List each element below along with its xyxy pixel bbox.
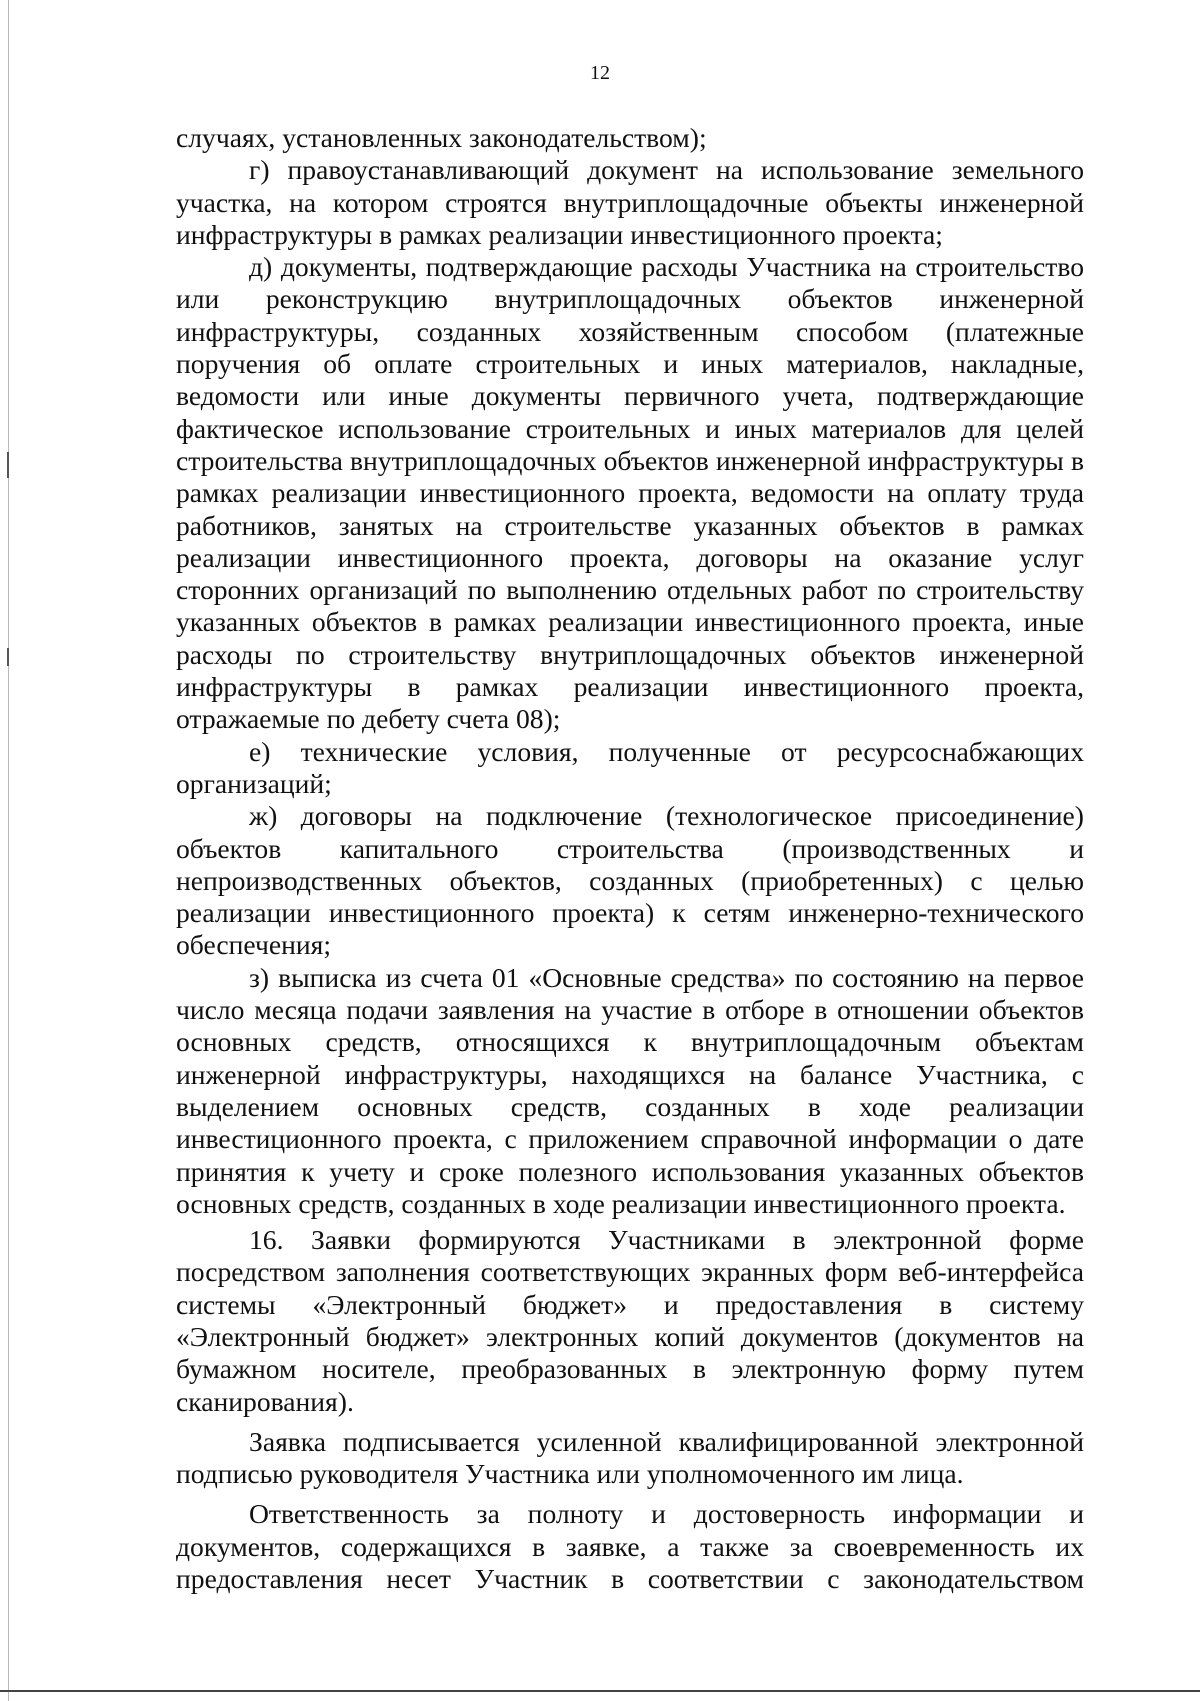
paragraph-item-g: г) правоустанавливающий документ на использование земельного участка, на котором строятся внутриплощадочные объекты инженерной инфраструктуры в рамках реализации инвестиционного проекта; <box>176 154 1084 250</box>
paragraph-item-d: д) документы, подтверждающие расходы Участника на строительство или реконструкцию внутриплощадочных объектов инженерной инфраструктуры, созданных хозяйственным способом (платежные поручения об оплате строительных и иных материалов, накладные, ведомости или иные документы первичного учета, подтверждающие фактическое использование строительных и иных материалов для целей строительства внутриплощадочных объектов инженерной инфраструктуры в рамках реализации инвестиционного проекта, ведомости на оплату труда работников, занятых на строительстве указанных объектов в рамках реализации инвестиционного проекта, договоры на оказание услуг сторонних организаций по выполнению отдельных работ по строительству указанных объектов в рамках реализации инвестиционного проекта, иные расходы по строительству внутриплощадочных объектов инженерной инфраструктуры в рамках реализации инвестиционного проекта, отражаемые по дебету счета 08); <box>176 251 1084 735</box>
scan-artifact <box>7 648 9 666</box>
document-body <box>176 122 1084 1595</box>
page-number: 12 <box>590 62 610 84</box>
paragraph-responsibility: Ответственность за полноту и достоверность информации и документов, содержащихся в заявке, а также за своевременность их предоставления несет Участник в соответствии с законодательством <box>176 1498 1084 1595</box>
paragraph-item-z: з) выписка из счета 01 «Основные средства» по состоянию на первое число месяца подачи заявления на участие в отборе в отношении объектов основных средств, относящихся к внутриплощадочным объектам инженерной инфраструктуры, находящихся на балансе Участника, с выделением основных средств, созданных в ходе реализации инвестиционного проекта, с приложением справочной информации о дате принятия к учету и сроке полезного использования указанных объектов основных средств, созданных в ходе реализации инвестиционного проекта. <box>176 961 1084 1219</box>
paragraph-continuation: случаях, установленных законодательством); <box>176 122 707 153</box>
scan-edge-left <box>8 0 9 1701</box>
paragraph-signature: Заявка подписывается усиленной квалифицированной электронной подписью руководителя Участника или уполномоченного им лица. <box>176 1425 1084 1490</box>
scan-edge-bottom <box>0 1690 1200 1692</box>
paragraph-clause-16: 16. Заявки формируются Участниками в электронной форме посредством заполнения соответствующих экранных форм веб-интерфейса системы «Электронный бюджет» и предоставления в систему «Электронный бюджет» электронных копий документов (документов на бумажном носителе, преобразованных в электронную форму путем сканирования). <box>176 1224 1084 1417</box>
scan-artifact <box>7 452 9 478</box>
paragraph-item-zh: ж) договоры на подключение (технологическое присоединение) объектов капитального строительства (производственных и непроизводственных объектов, созданных (приобретенных) с целью реализации инвестиционного проекта) к сетям инженерно-технического обеспечения; <box>176 800 1084 961</box>
paragraph-item-e: е) технические условия, полученные от ресурсоснабжающих организаций; <box>176 735 1084 799</box>
